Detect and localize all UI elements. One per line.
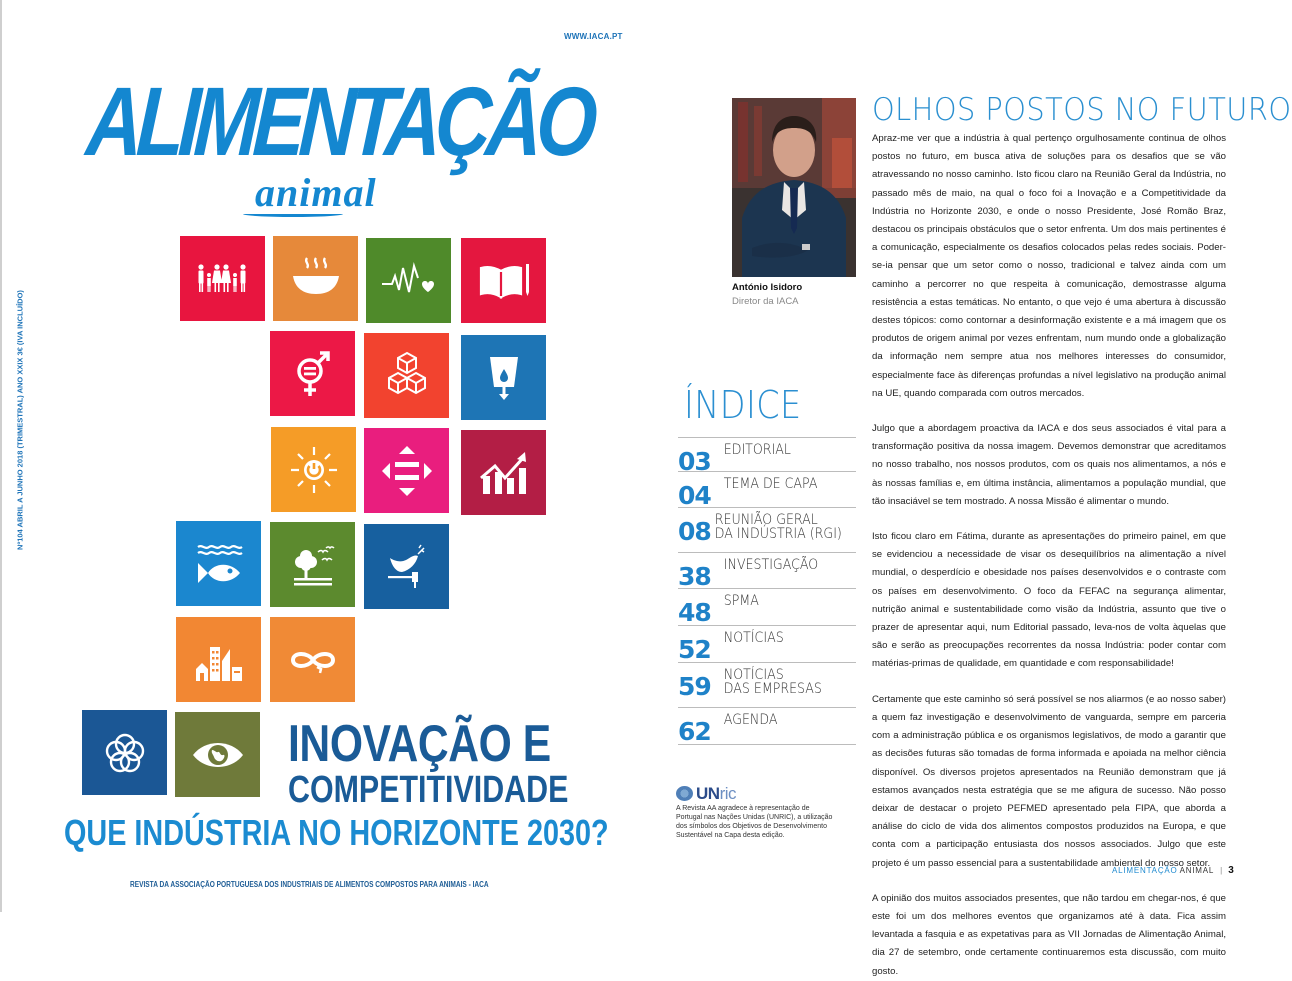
toc-item-investigacao[interactable]: [678, 552, 856, 591]
toc-label-line1: SPMA: [723, 593, 759, 609]
cover-footer: REVISTA DA ASSOCIAÇÃO PORTUGUESA DOS INDUSTRIAIS DE ALIMENTOS COMPOSTOS PARA ANIMAIS - IACA: [130, 880, 489, 889]
toc-label-line1: NOTÍCIAS: [723, 667, 784, 683]
footer-brand-part1: ALIMENTAÇÃO: [1112, 866, 1178, 875]
editorial-page: [640, 0, 1292, 977]
sdg-tile-no-poverty: [180, 236, 265, 321]
cubes-icon: [376, 345, 438, 407]
toc-label-line1: REUNIÃO GERAL: [714, 512, 818, 528]
toc-item-noticias-empresas[interactable]: [678, 662, 856, 707]
footer-brand-part2: ANIMAL: [1179, 866, 1215, 875]
water-glass-icon: [473, 347, 535, 409]
toc-title: ÍNDICE: [684, 383, 802, 427]
eye-globe-icon: [187, 724, 249, 786]
page-footer: [1112, 865, 1234, 876]
toc-label-line1: INVESTIGAÇÃO: [723, 557, 819, 573]
site-url[interactable]: WWW.IACA.PT: [564, 32, 623, 41]
masthead: [83, 65, 610, 225]
toc-page-number: 08: [678, 517, 711, 546]
gender-equality-icon: [282, 343, 344, 405]
toc-label-line1: NOTÍCIAS: [723, 630, 784, 646]
tree-birds-icon: [282, 534, 344, 596]
sdg-tile-reduced-inequalities: [364, 428, 449, 513]
toc-page-number: 38: [678, 562, 711, 591]
toc-label-line2: DAS EMPRESAS: [723, 681, 822, 697]
toc-page-number: 03: [678, 447, 711, 476]
sun-power-icon: [283, 439, 345, 501]
book-pencil-icon: [473, 250, 535, 312]
toc-label-line1: EDITORIAL: [723, 442, 791, 458]
director-photo: [732, 98, 856, 277]
page-number: 3: [1228, 865, 1234, 876]
sdg-tile-quality-education: [461, 238, 546, 323]
toc-label-line2: DA INDÚSTRIA (RGI): [714, 526, 842, 542]
issue-info-text: Nº104 ABRIL A JUNHO 2018 (TRIMESTRAL) ANO XXIX 3€ (IVA INCLUÍDO): [15, 290, 25, 550]
sdg-tile-affordable-energy: [271, 427, 356, 512]
masthead-swoosh: [243, 211, 343, 217]
toc-label: [722, 443, 791, 457]
issue-info-strip: [12, 290, 28, 550]
bowl-icon: [285, 248, 347, 310]
portrait-image: [732, 98, 856, 277]
unric-wordmark-thin: ric: [719, 783, 737, 803]
sdg-tile-life-below-water: [176, 521, 261, 606]
table-of-contents: [678, 437, 856, 745]
sdg-tile-peace-justice: [364, 524, 449, 609]
unric-logo: [676, 784, 836, 802]
unric-wordmark-bold: UN: [696, 783, 720, 803]
toc-label: [722, 713, 777, 727]
toc-page-number: 04: [678, 481, 711, 510]
sdg-tile-sustainable-cities: [176, 617, 261, 702]
masthead-title: ALIMENTAÇÃO: [83, 66, 595, 177]
unric-wordmark: [696, 785, 736, 802]
un-emblem-icon: [676, 786, 693, 801]
sdg-tile-zero-hunger: [273, 236, 358, 321]
sdg-tile-life-on-land: [270, 522, 355, 607]
cover-page: [0, 0, 640, 912]
toc-item-noticias[interactable]: [678, 625, 856, 662]
family-icon: [192, 248, 254, 310]
toc-label: [713, 513, 842, 541]
cover-question: QUE INDÚSTRIA NO HORIZONTE 2030?: [64, 812, 609, 853]
toc-item-agenda[interactable]: [678, 707, 856, 745]
unric-text: A Revista AA agradece à representação de Portugal nas Nações Unidas (UNRIC), a utilização dos símbolos dos Objetivos de Desenvolvimento Sustentável na Capa desta edição.: [676, 805, 833, 839]
toc-item-tema-de-capa[interactable]: [678, 471, 856, 510]
arrows-equal-icon: [376, 440, 438, 502]
toc-label: [722, 594, 759, 608]
sdg-tile-clean-water: [461, 335, 546, 420]
toc-label: [722, 558, 818, 572]
footer-separator: |: [1220, 866, 1223, 875]
masthead-subtitle: animal: [255, 170, 377, 215]
article-body: [872, 130, 1226, 981]
toc-page-number: 62: [678, 717, 711, 746]
toc-page-number: 48: [678, 598, 711, 627]
heartbeat-icon: [378, 250, 440, 312]
article-paragraph: Apraz-me ver que a indústria à qual pertenço orgulhosamente continua de olhos postos no futuro, em busca ativa de soluções para os desafios que se vão atravessando no nosso caminho. Isto ficou claro na Reunião Geral da Indústria, no passado mês de maio, na qual o foco foi a Inovação e a Competitividade da Indústria no Horizonte 2030, e onde o nosso Presidente, José Romão Braz, destacou os principais obstáculos que o setor enfrenta. Um dos mais pertinentes é a comunicação, especialmente os desafios colocados pelas redes sociais. Poder-se-ia pensar que um setor como o nosso, tradicional e talvez ainda com um caminho a percorrer no que respeita à comunicação, demostrasse alguma resistência a estas temáticas. No entanto, o que vejo é uma abertura à discussão destes tópicos: como contornar a desinformação existente e a má imagem que os produtos de origem animal por vezes enfrentam, num mundo onde a globalização da informação nem sempre atua nos melhores interesses do consumidor, especialmente face às diferenças profundas a nível legislativo na produção animal na UE, quando comparada com outros mercados.: [872, 133, 1226, 399]
rings-flower-icon: [94, 722, 156, 784]
sdg-tile-responsible-consumption: [270, 617, 355, 702]
toc-label-line1: AGENDA: [723, 712, 778, 728]
toc-label: [722, 631, 784, 645]
toc-page-number: 52: [678, 635, 711, 664]
toc-label-line1: TEMA DE CAPA: [723, 476, 818, 492]
toc-page-number: 59: [678, 672, 711, 701]
city-icon: [188, 629, 250, 691]
sdg-tile-gender-equality: [270, 331, 355, 416]
dove-gavel-icon: [376, 536, 438, 598]
toc-item-spma[interactable]: [678, 588, 856, 625]
photo-caption-name: António Isidoro: [732, 282, 803, 293]
unric-acknowledgement: [676, 784, 836, 840]
sdg-tile-industry-innovation: [364, 333, 449, 418]
toc-item-editorial[interactable]: [678, 437, 856, 476]
article-paragraph: Certamente que este caminho só será possível se nos aliarmos (e ao nosso saber) a quem faz investigação e desenvolvimento de vanguarda, sempre em parceria com a administração pública e os organismos legislativos, de modo a garantir que as decisões futuras são tomadas de forma informada e apoiada na melhor ciência disponível. Os diversos projetos apresentados na Reunião demonstram que já estamos avançados nesta estratégia que se me afigura de sucesso. Não posso deixar de destacar o projeto PEFMED apresentado pela FIPA, que aborda a análise do ciclo de vida dos alimentos compostos produzidos na Europa, e que conta com a participação entusiasta dos nossos associados. Julgo que este projeto é um passo essencial para a sustentabilidade ambiental do nosso setor.: [872, 693, 1226, 869]
article-paragraph: Isto ficou claro em Fátima, durante as apresentações do primeiro painel, em que se evidenciou a necessidade de visar os desequilíbrios na alimentação a nível mundial, o desperdício e obesidade nos países desenvolvidos e o contraste com os países em desenvolvimento. O foco da FEFAC na segurança alimentar, nutrição animal e sustentabilidade como visão da Indústria, assunto que tive o prazer de apresentar aqui, num Editorial passado, leva-nos de volta àquelas que são e serão as preocupações recorrentes da nossa Indústria: poder contar com matérias-primas de qualidade, em quantidade e com responsabilidade!: [872, 531, 1226, 670]
toc-item-reuniao-geral[interactable]: [678, 507, 856, 552]
cover-headline-line2: COMPETITIVIDADE: [288, 769, 569, 811]
article-paragraph: A opinião dos muitos associados presentes, que não tardou em chegar-nos, é que este foi um dos melhores eventos que organizamos até à data. Fica assim levantada a fasquia e as expetativas para as VII Jornadas de Alimentação Animal, dia 27 de setembro, onde certamente continuaremos esta discussão, com muito gosto.: [872, 892, 1226, 977]
photo-caption-role: Diretor da IACA: [732, 296, 799, 307]
fish-icon: [188, 533, 250, 595]
sdg-tile-good-health: [366, 238, 451, 323]
growth-chart-icon: [473, 442, 535, 504]
toc-label: [722, 668, 822, 696]
sdg-tile-climate-action: [175, 712, 260, 797]
sdg-tile-partnerships: [82, 710, 167, 795]
toc-label: [722, 477, 817, 491]
infinity-icon: [282, 629, 344, 691]
cover-headline-line1: INOVAÇÃO E: [288, 715, 551, 773]
sdg-tile-decent-work: [461, 430, 546, 515]
article-title: OLHOS POSTOS NO FUTURO: [872, 92, 1292, 128]
article-paragraph: Julgo que a abordagem proactiva da IACA e dos seus associados é vital para a transformação positiva da nossa imagem. Devemos demonstrar que acreditamos no nosso trabalho, nos nossos produtos, com os quais nos alimentamos, a nós e às nossas famílias e, em última instância, alimentamos a população mundial, que tão insaciável se tem mostrado. A nossa Missão é alimentar o mundo.: [872, 423, 1226, 507]
